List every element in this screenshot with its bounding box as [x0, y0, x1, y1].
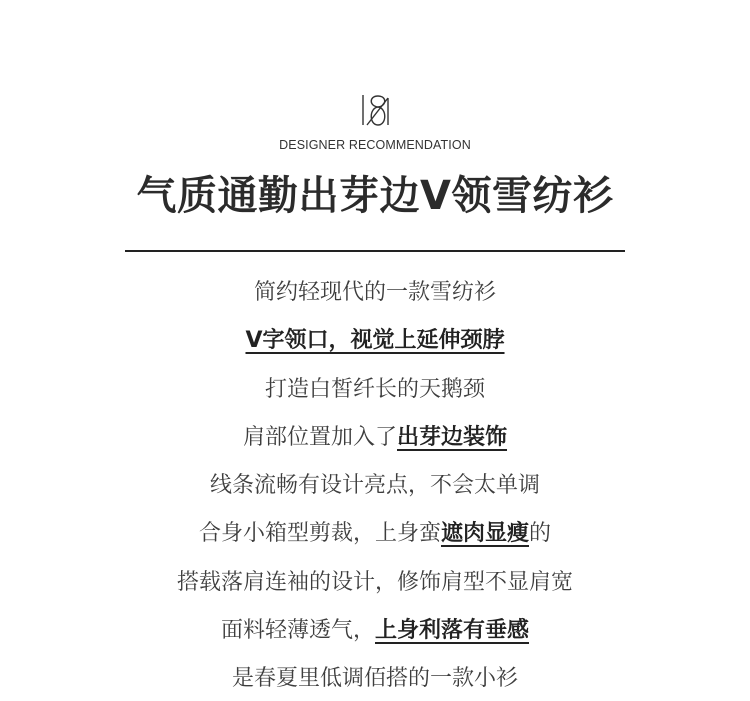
description-line: 是春夏里低调佰搭的一款小衫	[231, 666, 518, 692]
description-line	[0, 319, 750, 367]
description-line: 搭载落肩连袖的设计，修饰肩型不显肩宽	[176, 569, 573, 595]
highlight-text: 出芽边装饰	[397, 424, 508, 450]
description-line: 合身小箱型剪裁，上身蛮遮肉显瘦的	[198, 521, 552, 547]
highlight-text: 上身利落有垂感	[375, 618, 530, 644]
monogram-logo-icon	[357, 92, 393, 128]
subtitle: DESIGNER RECOMMENDATION	[279, 138, 471, 152]
description-line: 简约轻现代的一款雪纺衫	[253, 280, 496, 305]
title-divider	[125, 250, 625, 252]
monogram-logo	[357, 92, 393, 128]
highlight-text: V字领口，视觉上延伸颈脖	[245, 328, 505, 354]
description-lines	[0, 271, 750, 701]
description-line: 打造白皙纤长的天鹅颈	[264, 376, 485, 402]
highlight-text: 遮肉显瘦	[440, 521, 529, 547]
description-line: 肩部位置加入了出芽边装饰	[242, 424, 508, 450]
description-line: 面料轻薄透气，上身利落有垂感	[220, 618, 530, 644]
description-line: 线条流畅有设计亮点，不会太单调	[209, 473, 540, 499]
page-title: 气质通勤出芽边V领雪纺衫	[136, 173, 614, 219]
